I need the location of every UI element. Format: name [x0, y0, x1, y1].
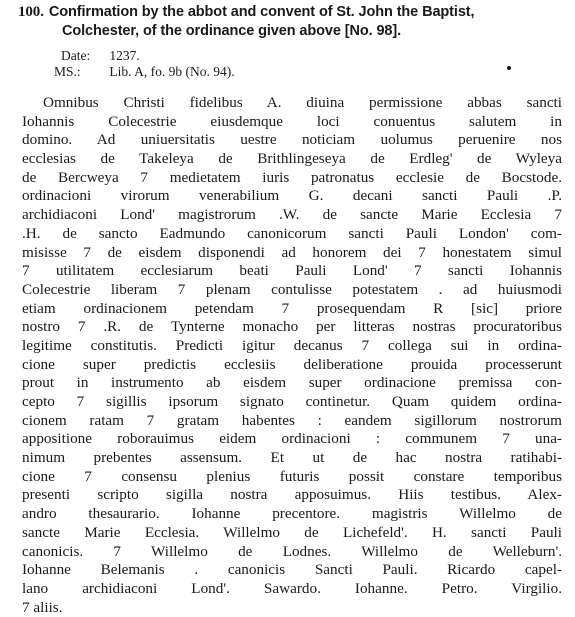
document-heading: [18, 3, 558, 41]
entry-number: 100.: [18, 4, 44, 20]
text-line: prout in instrumento ab eisdem super ordinacione premissa con-: [22, 374, 562, 392]
manuscript-metadata: [54, 48, 235, 80]
text-line: canonicis. 7 Willelmo de Lodnes. Willelmo de Welleburn'.: [22, 542, 562, 560]
date-row: [54, 48, 235, 64]
text-line: legitime constitutis. Predicti igitur decanus 7 collega sui in ordina-: [22, 336, 562, 354]
text-line: andro thesaurario. Iohanne precentore. magistris Willelmo de: [22, 505, 562, 523]
text-line: archidiaconi Lond' magistrorum .W. de sancte Marie Ecclesia 7: [22, 206, 562, 224]
text-line: nostro 7 .R. de Tynterne monacho per litteras nostras procuratoribus: [22, 318, 562, 336]
text-line: .H. de sancto Eadmundo canonicorum sancti Pauli London' com-: [22, 224, 562, 242]
text-line: appositione roborauimus eidem ordinacioni : communem 7 una-: [22, 430, 562, 448]
text-line: cione 7 consensu plenius futuris possit constare temporibus: [22, 467, 562, 485]
ms-value: Lib. A, fo. 9b (No. 94).: [109, 64, 235, 79]
text-line: Iohanne Belemanis . canonicis Sancti Pauli. Ricardo capel-: [22, 561, 562, 579]
text-line: presenti scripto sigilla nostra apposuimus. Hiis testibus. Alex-: [22, 486, 562, 504]
text-line: cepto 7 sigillis ipsorum signato continetur. Quam quidem ordina-: [22, 393, 562, 410]
text-line: lano archidiaconi Lond'. Sawardo. Iohanne. Petro. Virgilio.: [22, 579, 562, 597]
stray-mark: [507, 66, 511, 70]
text-line: 7 aliis.: [22, 598, 63, 616]
ms-label: MS.:: [54, 64, 81, 79]
text-line: 7 utilitatem ecclesiarum beati Pauli Lond' 7 sancti Iohannis: [22, 262, 562, 280]
date-label: Date:: [61, 48, 91, 63]
text-line: cionem ratam 7 gratam habentes : eandem sigillorum nostrorum: [22, 411, 562, 429]
text-line: Colecestrie liberam 7 plenam contulisse potestatem . ad huiusmodi: [22, 280, 562, 298]
text-line: misisse 7 de eisdem disponendi ad honorem dei 7 honestatem simul: [22, 243, 562, 261]
text-line: ecclesias de Takeleya de Brithlingeseya de Erdleg' de Wyleya: [22, 150, 562, 168]
heading-line-2: Colchester, of the ordinance given above [No. 98].: [62, 23, 402, 39]
date-value: 1237.: [109, 48, 140, 63]
text-line: ordinacioni virorum venerabilium G. decani sancti Pauli .P.: [22, 187, 562, 205]
text-line: domino. Ad uniuersitatis uestre noticiam uolumus peruenire nos: [22, 131, 562, 149]
text-line: nimum prebentes assensum. Et ut de hac nostra ratihabi-: [22, 449, 562, 467]
text-line: Omnibus Christi fidelibus A. diuina permissione abbas sancti: [43, 94, 562, 111]
text-line: sancte Marie Ecclesia. Willelmo de Lichefeld'. H. sancti Pauli: [22, 523, 562, 541]
ms-row: [54, 64, 235, 80]
text-line: Iohannis Colecestrie eiusdemque loci conuentus salutem in: [22, 112, 562, 130]
text-line: etiam ordinacionem petendam 7 prosequendam R [sic] priore: [22, 299, 562, 317]
charter-text: [22, 94, 562, 617]
text-line: de Bercweya 7 medietatem iuris patronatus ecclesie de Bocstode.: [22, 168, 562, 186]
heading-line-1: Confirmation by the abbot and convent of St. John the Baptist,: [48, 4, 475, 20]
text-line: cione super predictis ecclesiis deliberatione prouida processerunt: [22, 355, 562, 373]
